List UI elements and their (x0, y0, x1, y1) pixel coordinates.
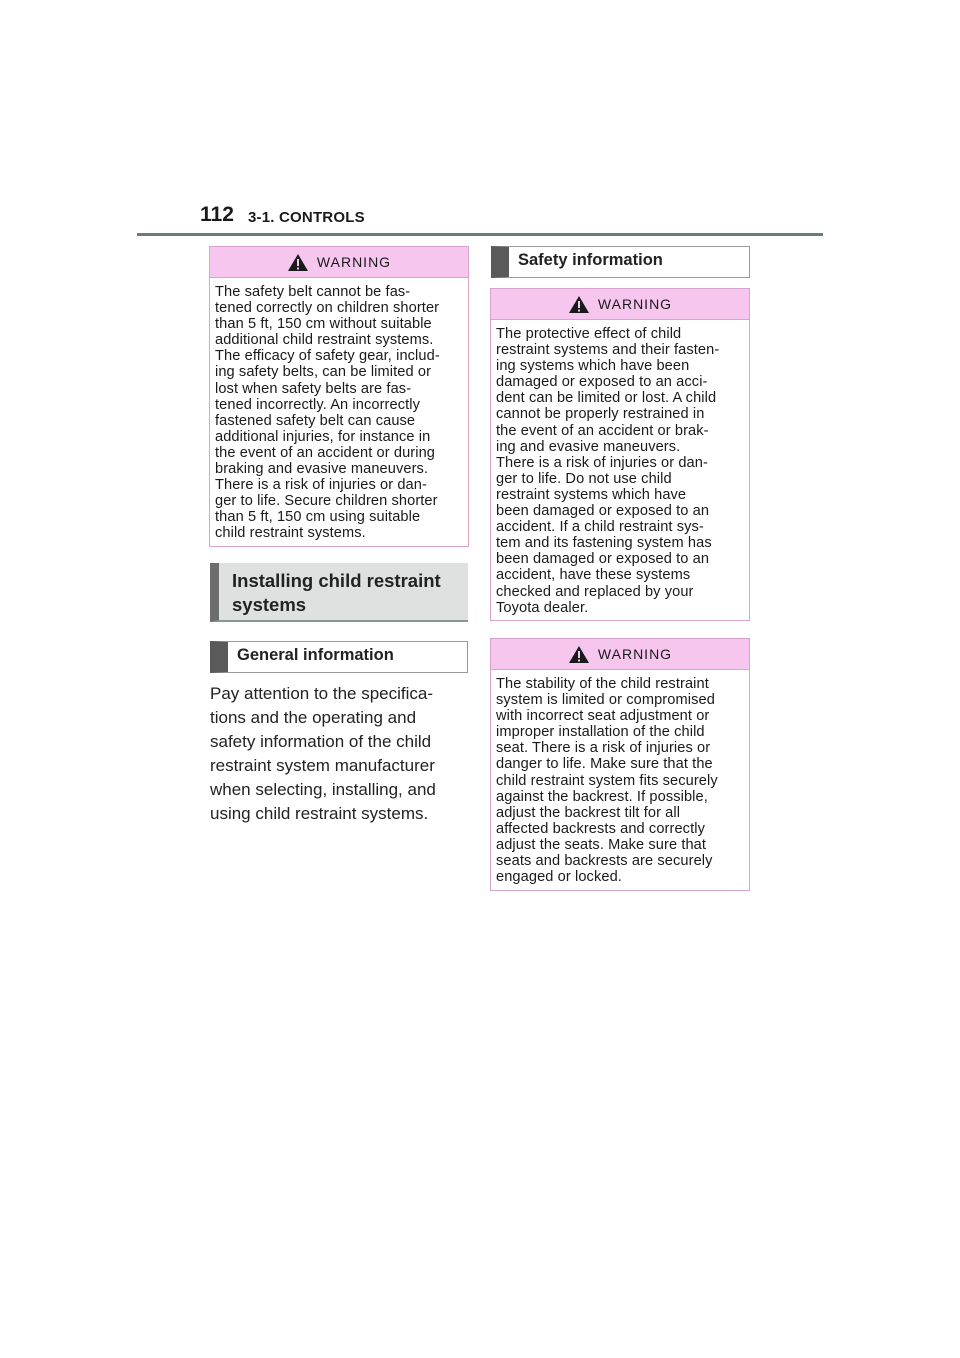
section-title: 3-1. CONTROLS (248, 209, 365, 226)
warning-header (210, 247, 468, 278)
subheading-general-information: General information (210, 641, 468, 673)
warning-box-stability (490, 638, 750, 891)
warning-header (491, 639, 749, 670)
warning-label: WARNING (316, 254, 392, 270)
subheading-safety-information: Safety information (491, 246, 750, 278)
header-divider (137, 233, 823, 236)
body-paragraph: Pay attention to the specifica- tions and the operating and safety information of the child restraint system manufacturer when selecting, installing, and using child restraint systems. (210, 684, 436, 823)
warning-header (491, 289, 749, 320)
warning-triangle-icon (568, 645, 590, 664)
warning-text: The safety belt cannot be fas- tened correctly on children shorter than 5 ft, 150 cm without suitable additional child restraint systems. The efficacy of safety gear, includ- ing safety belts, can be limited or lost when safety belts are fas- tened incorrectly. An incorrectly fastened safety belt can cause additional injuries, for instance in the event of an accident or during braking and evasive maneuvers. There is a risk of injuries or dan- ger to life. Secure children shorter than 5 ft, 150 cm using suitable child restraint systems. (215, 284, 440, 542)
warning-triangle-icon (287, 253, 309, 272)
section-heading-installing: Installing child restraint systems (210, 563, 468, 622)
warning-triangle-icon (568, 295, 590, 314)
page-number: 112 (200, 203, 234, 226)
warning-text: The protective effect of child restraint systems and their fasten- ing systems which have been damaged or exposed to an acci- dent can be limited or lost. A child cannot be properly restrained in the event of an accident or brak- ing and evasive maneuvers. There is a risk of injuries or dan- ger to life. Do not use child restraint systems which have been damaged or exposed to an accident. If a child restraint sys- tem and its fastening system has been damaged or exposed to an accident, have these systems checked and replaced by your Toyota dealer. (496, 326, 720, 616)
warning-text: The stability of the child restraint system is limited or compromised with incorrect seat adjustment or improper installation of the child seat. There is a risk of injuries or danger to life. Make sure that the child restraint system fits securely against the backrest. If possible, adjust the backrest tilt for all affected backrests and correctly adjust the seats. Make sure that seats and backrests are securely engaged or locked. (496, 676, 718, 886)
warning-box-seatbelt (209, 246, 469, 547)
warning-box-damaged-restraint (490, 288, 750, 621)
warning-label: WARNING (597, 646, 673, 662)
warning-label: WARNING (597, 296, 673, 312)
